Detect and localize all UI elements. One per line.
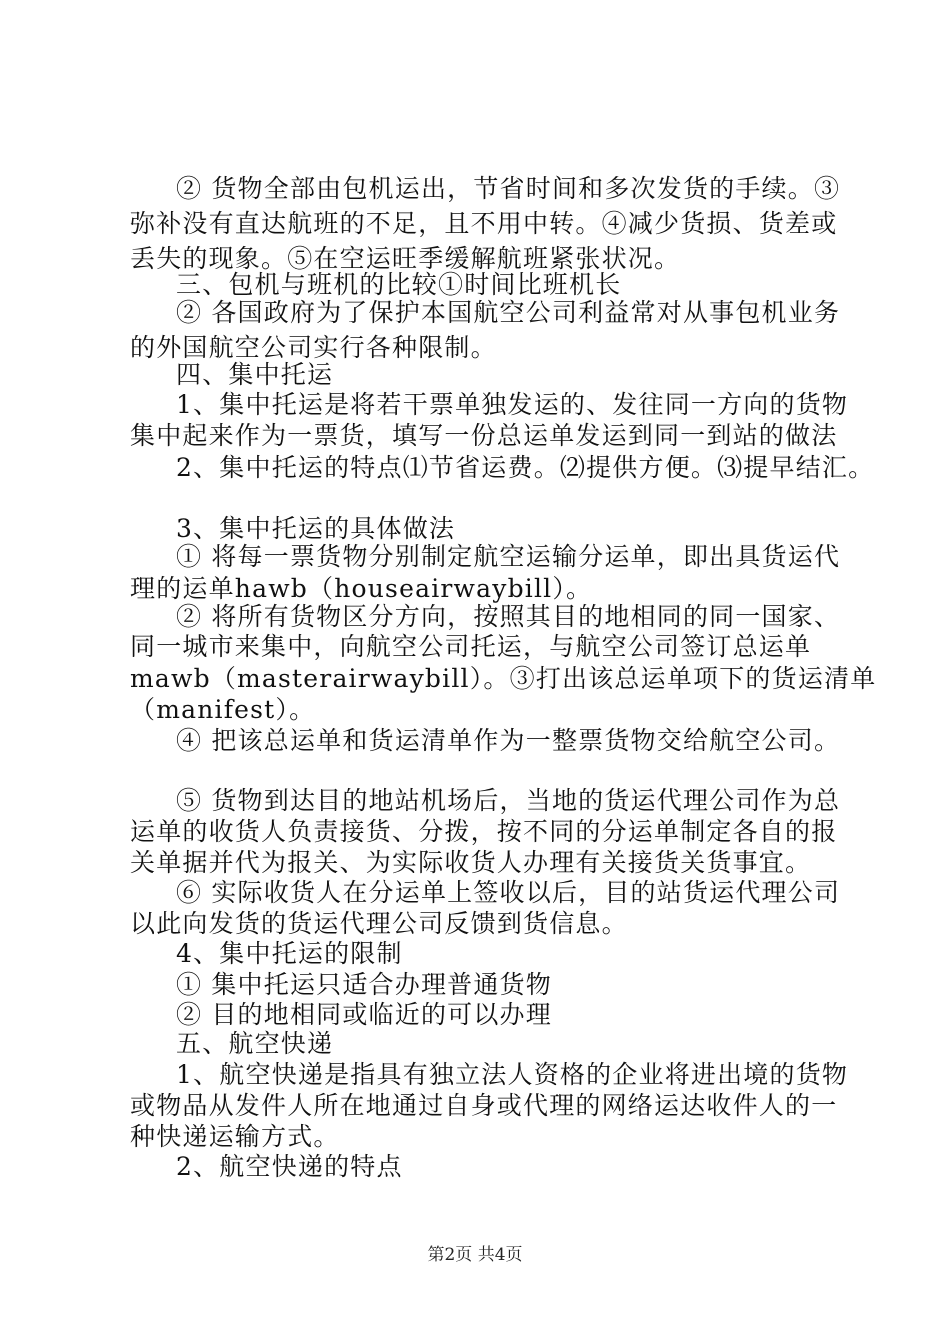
paragraph-line: ① 将每一票货物分别制定航空运输分运单，即出具货运代 (176, 542, 841, 571)
paragraph-line: 种快递运输方式。 (130, 1122, 340, 1151)
paragraph-line: （manifest）。 (130, 695, 316, 724)
paragraph-line: ① 集中托运只适合办理普通货物 (176, 970, 552, 999)
paragraph-line: 丢失的现象。⑤在空运旺季缓解航班紧张状况。 (130, 244, 681, 273)
paragraph-line: 运单的收货人负责接货、分拨，按不同的分运单制定各自的报 (130, 817, 838, 846)
subsection-heading: 4、集中托运的限制 (176, 939, 403, 968)
paragraph-line: ② 各国政府为了保护本国航空公司利益常对从事包机业务 (176, 298, 841, 327)
paragraph-line: mawb（masterairwaybill）。③打出该总运单项下的货运清单 (130, 664, 877, 693)
paragraph-line: 关单据并代为报关、为实际收货人办理有关接货关货事宜。 (130, 848, 812, 877)
page-number-footer: 第2页 共4页 (427, 1245, 523, 1265)
paragraph-line: 1、航空快递是指具有独立法人资格的企业将进出境的货物 (176, 1060, 849, 1089)
paragraph-line: ② 将所有货物区分方向，按照其目的地相同的同一国家、 (176, 602, 841, 631)
section-heading: 五、航空快递 (176, 1029, 334, 1058)
paragraph-line: ⑤ 货物到达目的地站机场后，当地的货运代理公司作为总 (176, 786, 841, 815)
paragraph-line: 集中起来作为一票货，填写一份总运单发运到同一到站的做法 (130, 421, 838, 450)
paragraph-line: 的外国航空公司实行各种限制。 (130, 333, 497, 362)
paragraph-line: 或物品从发件人所在地通过自身或代理的网络运达收件人的一 (130, 1091, 838, 1120)
paragraph-line: ② 目的地相同或临近的可以办理 (176, 1000, 552, 1029)
paragraph-line: 理的运单hawb（houseairwaybill）。 (130, 574, 593, 603)
paragraph-line: 1、集中托运是将若干票单独发运的、发往同一方向的货物 (176, 390, 849, 419)
section-heading: 四、集中托运 (176, 360, 334, 389)
paragraph-line: ④ 把该总运单和货运清单作为一整票货物交给航空公司。 (176, 726, 841, 755)
paragraph-line: 弥补没有直达航班的不足，且不用中转。④减少货损、货差或 (130, 209, 838, 238)
paragraph-line: 同一城市来集中，向航空公司托运，与航空公司签订总运单 (130, 632, 812, 661)
paragraph-line: ⑥ 实际收货人在分运单上签收以后，目的站货运代理公司 (176, 878, 841, 907)
paragraph-line: ② 货物全部由包机运出，节省时间和多次发货的手续。③ (176, 174, 841, 203)
subsection-heading: 3、集中托运的具体做法 (176, 514, 456, 543)
subsection-heading: 2、航空快递的特点 (176, 1152, 403, 1181)
paragraph-line: 2、集中托运的特点⑴节省运费。⑵提供方便。⑶提早结汇。 (176, 453, 875, 482)
section-heading: 三、包机与班机的比较①时间比班机长 (176, 270, 622, 299)
paragraph-line: 以此向发货的货运代理公司反馈到货信息。 (130, 909, 628, 938)
